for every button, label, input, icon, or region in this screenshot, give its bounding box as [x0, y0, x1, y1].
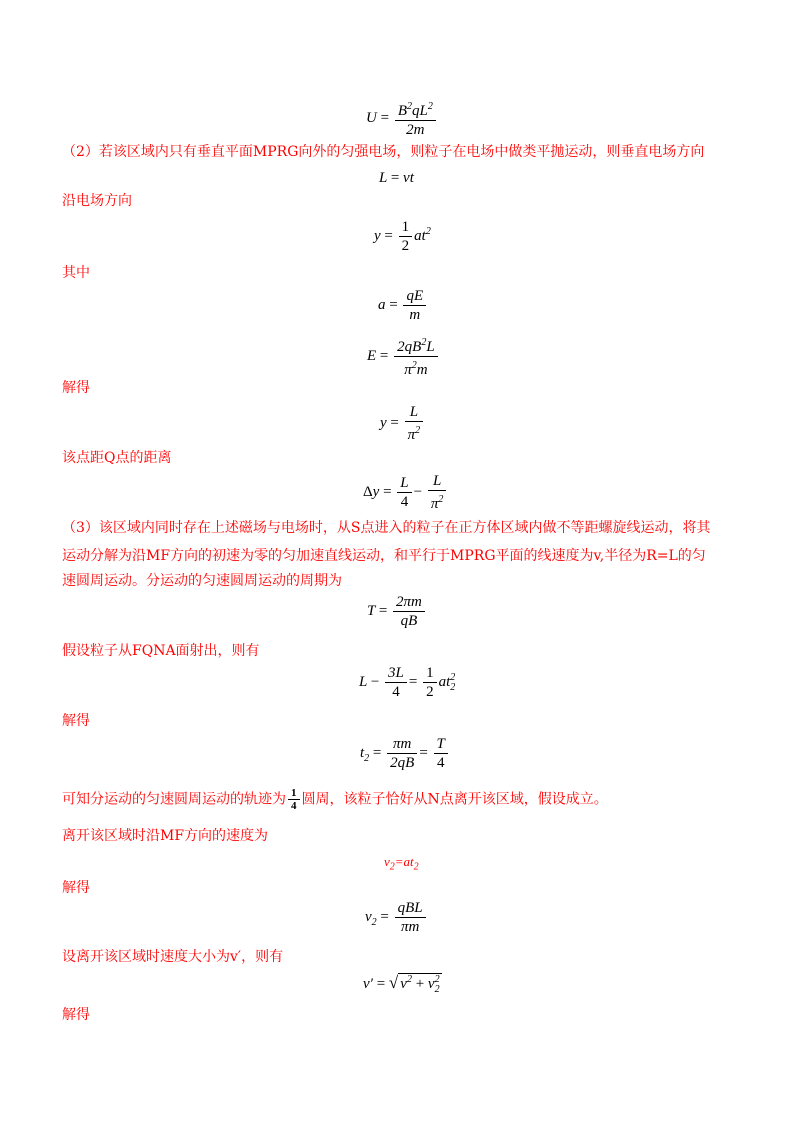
label-leave-speed: 离开该区域时沿MF方向的速度为 [62, 828, 269, 844]
equation-v2: $v_2$ = $\frac{\text{qBL}}{\pi m}$ [365, 899, 428, 936]
paragraph-part-2-intro: （2）若该区域内只有垂直平面MPRG向外的匀强电场，则粒子在电场中做类平抛运动，则垂直电场方向 [62, 144, 705, 160]
label-among: 其中 [62, 265, 90, 281]
equation-y: y = $\frac{1}{2}$ $at^2$ [374, 219, 431, 254]
conclusion-text-a: 可知分运动的匀速圆周运动的轨迹为 [62, 791, 286, 808]
equation-v-prime: v′ = √ $v^2 + v_2^2$ [363, 973, 440, 995]
equation-l-minus: L − $\frac{3L}{4}$ = $\frac{1}{2}$ $at_2^2$ [359, 665, 456, 700]
equation-y2: y = $\frac{L}{\pi^2}$ [380, 403, 425, 444]
equation-e: E = $\frac{2qB^2L}{\pi^2m}$ [367, 334, 440, 379]
equation-a: a = $\frac{qE}{m}$ [378, 287, 428, 324]
paragraph-part-3-line-3: 速圆周运动。分运动的匀速圆周运动的周期为 [62, 573, 342, 589]
equation-u: U = $\frac{B^2qL^2}{2m}$ [366, 98, 438, 139]
equation-v2-definition: $v_2=at_2$ [384, 854, 419, 873]
label-solve-2: 解得 [62, 713, 90, 729]
equation-t2: $t_2$ = $\frac{\pi m}{2qB}$ = $\frac{T}{4}$ [360, 735, 450, 772]
label-solve-4: 解得 [62, 1007, 90, 1023]
label-distance-q: 该点距Q点的距离 [62, 450, 172, 466]
label-solve-3: 解得 [62, 880, 90, 896]
label-set-speed: 设离开该区域时速度大小为v′，则有 [62, 949, 284, 965]
equation-l-vt: L = vt [379, 170, 414, 186]
paragraph-part-3-line-1: （3）该区域内同时存在上述磁场与电场时，从S点进入的粒子在正方体区域内做不等距螺旋线运动，将其 [62, 520, 711, 536]
equation-t: T = $\frac{2\pi m}{qB}$ [367, 593, 427, 630]
label-assume: 假设粒子从FQNA面射出，则有 [62, 643, 260, 659]
paragraph-part-3-line-2: 运动分解为沿MF方向的初速为零的匀加速直线运动，和平行于MPRG平面的线速度为v,半径为R=L的匀 [62, 548, 706, 564]
quarter-fraction: $\frac{1}{4}$ [288, 787, 300, 812]
label-along-field: 沿电场方向 [62, 193, 132, 209]
equation-delta-y: Δy = $\frac{L}{4}$ − $\frac{L}{\pi^2}$ [363, 472, 448, 513]
paragraph-conclusion [62, 787, 608, 812]
label-solve-1: 解得 [62, 380, 90, 396]
conclusion-text-b: 圆周，该粒子恰好从N点离开该区域，假设成立。 [301, 791, 608, 808]
